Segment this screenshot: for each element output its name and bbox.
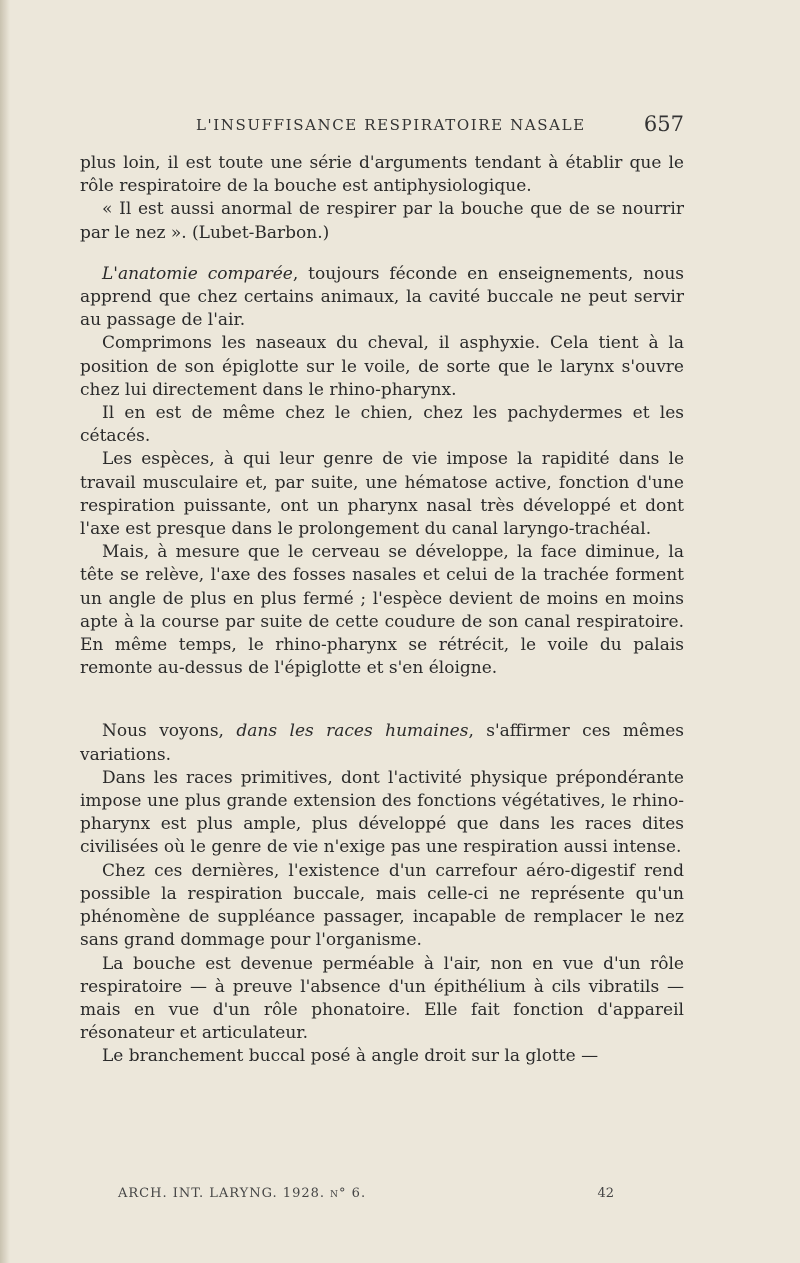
paragraph-5: Il en est de même chez le chien, chez les pachydermes et les cétacés. bbox=[80, 403, 684, 447]
journal-reference: ARCH. INT. LARYNG. 1928. n° 6. bbox=[118, 1186, 367, 1201]
italic-phrase: L'anatomie comparée bbox=[102, 263, 293, 284]
paragraph-2: « Il est aussi anormal de respirer par la bouche que de se nourrir par le nez ». (Lubet-Barbon.) bbox=[80, 199, 684, 243]
paragraph-11: La bouche est devenue perméable à l'air, non en vue d'un rôle respiratoire — à preuve l'absence d'un épithélium à cils vibratils — mais en vue d'un rôle phonatoire. Elle fait fonction d'appareil résonateur et articulateur. bbox=[80, 953, 684, 1044]
paragraph-6: Les espèces, à qui leur genre de vie impose la rapidité dans le travail musculaire et, par suite, une hématose active, fonction d'une respiration puissante, ont un pharynx nasal très développé et dont l'axe est presque dans le prolongement du canal laryngo-trachéal. bbox=[80, 449, 684, 540]
page-body bbox=[80, 152, 684, 1069]
paragraph-1: plus loin, il est toute une série d'arguments tendant à établir que le rôle respiratoire de la bouche est antiphysiologique. bbox=[80, 153, 684, 197]
paragraph-3: L'anatomie comparée, toujours féconde en enseignements, nous apprend que chez certains animaux, la cavité buccale ne peut servir au passage de l'air. bbox=[80, 263, 684, 331]
page-number: 657 bbox=[643, 112, 684, 136]
paragraph-8: Nous voyons, dans les races humaines, s'affirmer ces mêmes variations. bbox=[80, 721, 684, 765]
page-header bbox=[80, 112, 684, 142]
paragraph-4: Comprimons les naseaux du cheval, il asphyxie. Cela tient à la position de son épiglotte sur le voile, de sorte que le larynx s'ouvre chez lui directement dans le rhino-pharynx. bbox=[80, 333, 684, 400]
paragraph-7: Mais, à mesure que le cerveau se développe, la face diminue, la tête se relève, l'axe des fosses nasales et celui de la trachée forment un angle de plus en plus fermé ; l'espèce devient de moins en moins apte à la course par suite de cette coudure de son canal respiratoire. En même temps, le rhino-pharynx se rétrécit, le voile du palais remonte au-dessus de l'épiglotte et s'en éloigne. bbox=[80, 542, 684, 679]
paragraph-10: Chez ces dernières, l'existence d'un carrefour aéro-digestif rend possible la respiration buccale, mais celle-ci ne représente qu'un phénomène de suppléance passager, incapable de remplacer le nez sans grand dommage pour l'organisme. bbox=[80, 860, 684, 951]
paragraph-9: Dans les races primitives, dont l'activité physique prépondérante impose une plus grande extension des fonctions végétatives, le rhino-pharynx est plus ample, plus développé que dans les races dites civilisées où le genre de vie n'exige pas une respiration aussi intense. bbox=[80, 767, 684, 858]
italic-phrase: dans les races humaines bbox=[236, 721, 469, 742]
page-footer bbox=[80, 1186, 684, 1208]
page-edge-shadow bbox=[0, 0, 10, 1263]
paragraph-12: Le branchement buccal posé à angle droit sur la glotte — bbox=[102, 1046, 599, 1067]
signature-mark: 42 bbox=[597, 1186, 614, 1201]
running-title: L'INSUFFISANCE RESPIRATOIRE NASALE bbox=[196, 116, 586, 134]
